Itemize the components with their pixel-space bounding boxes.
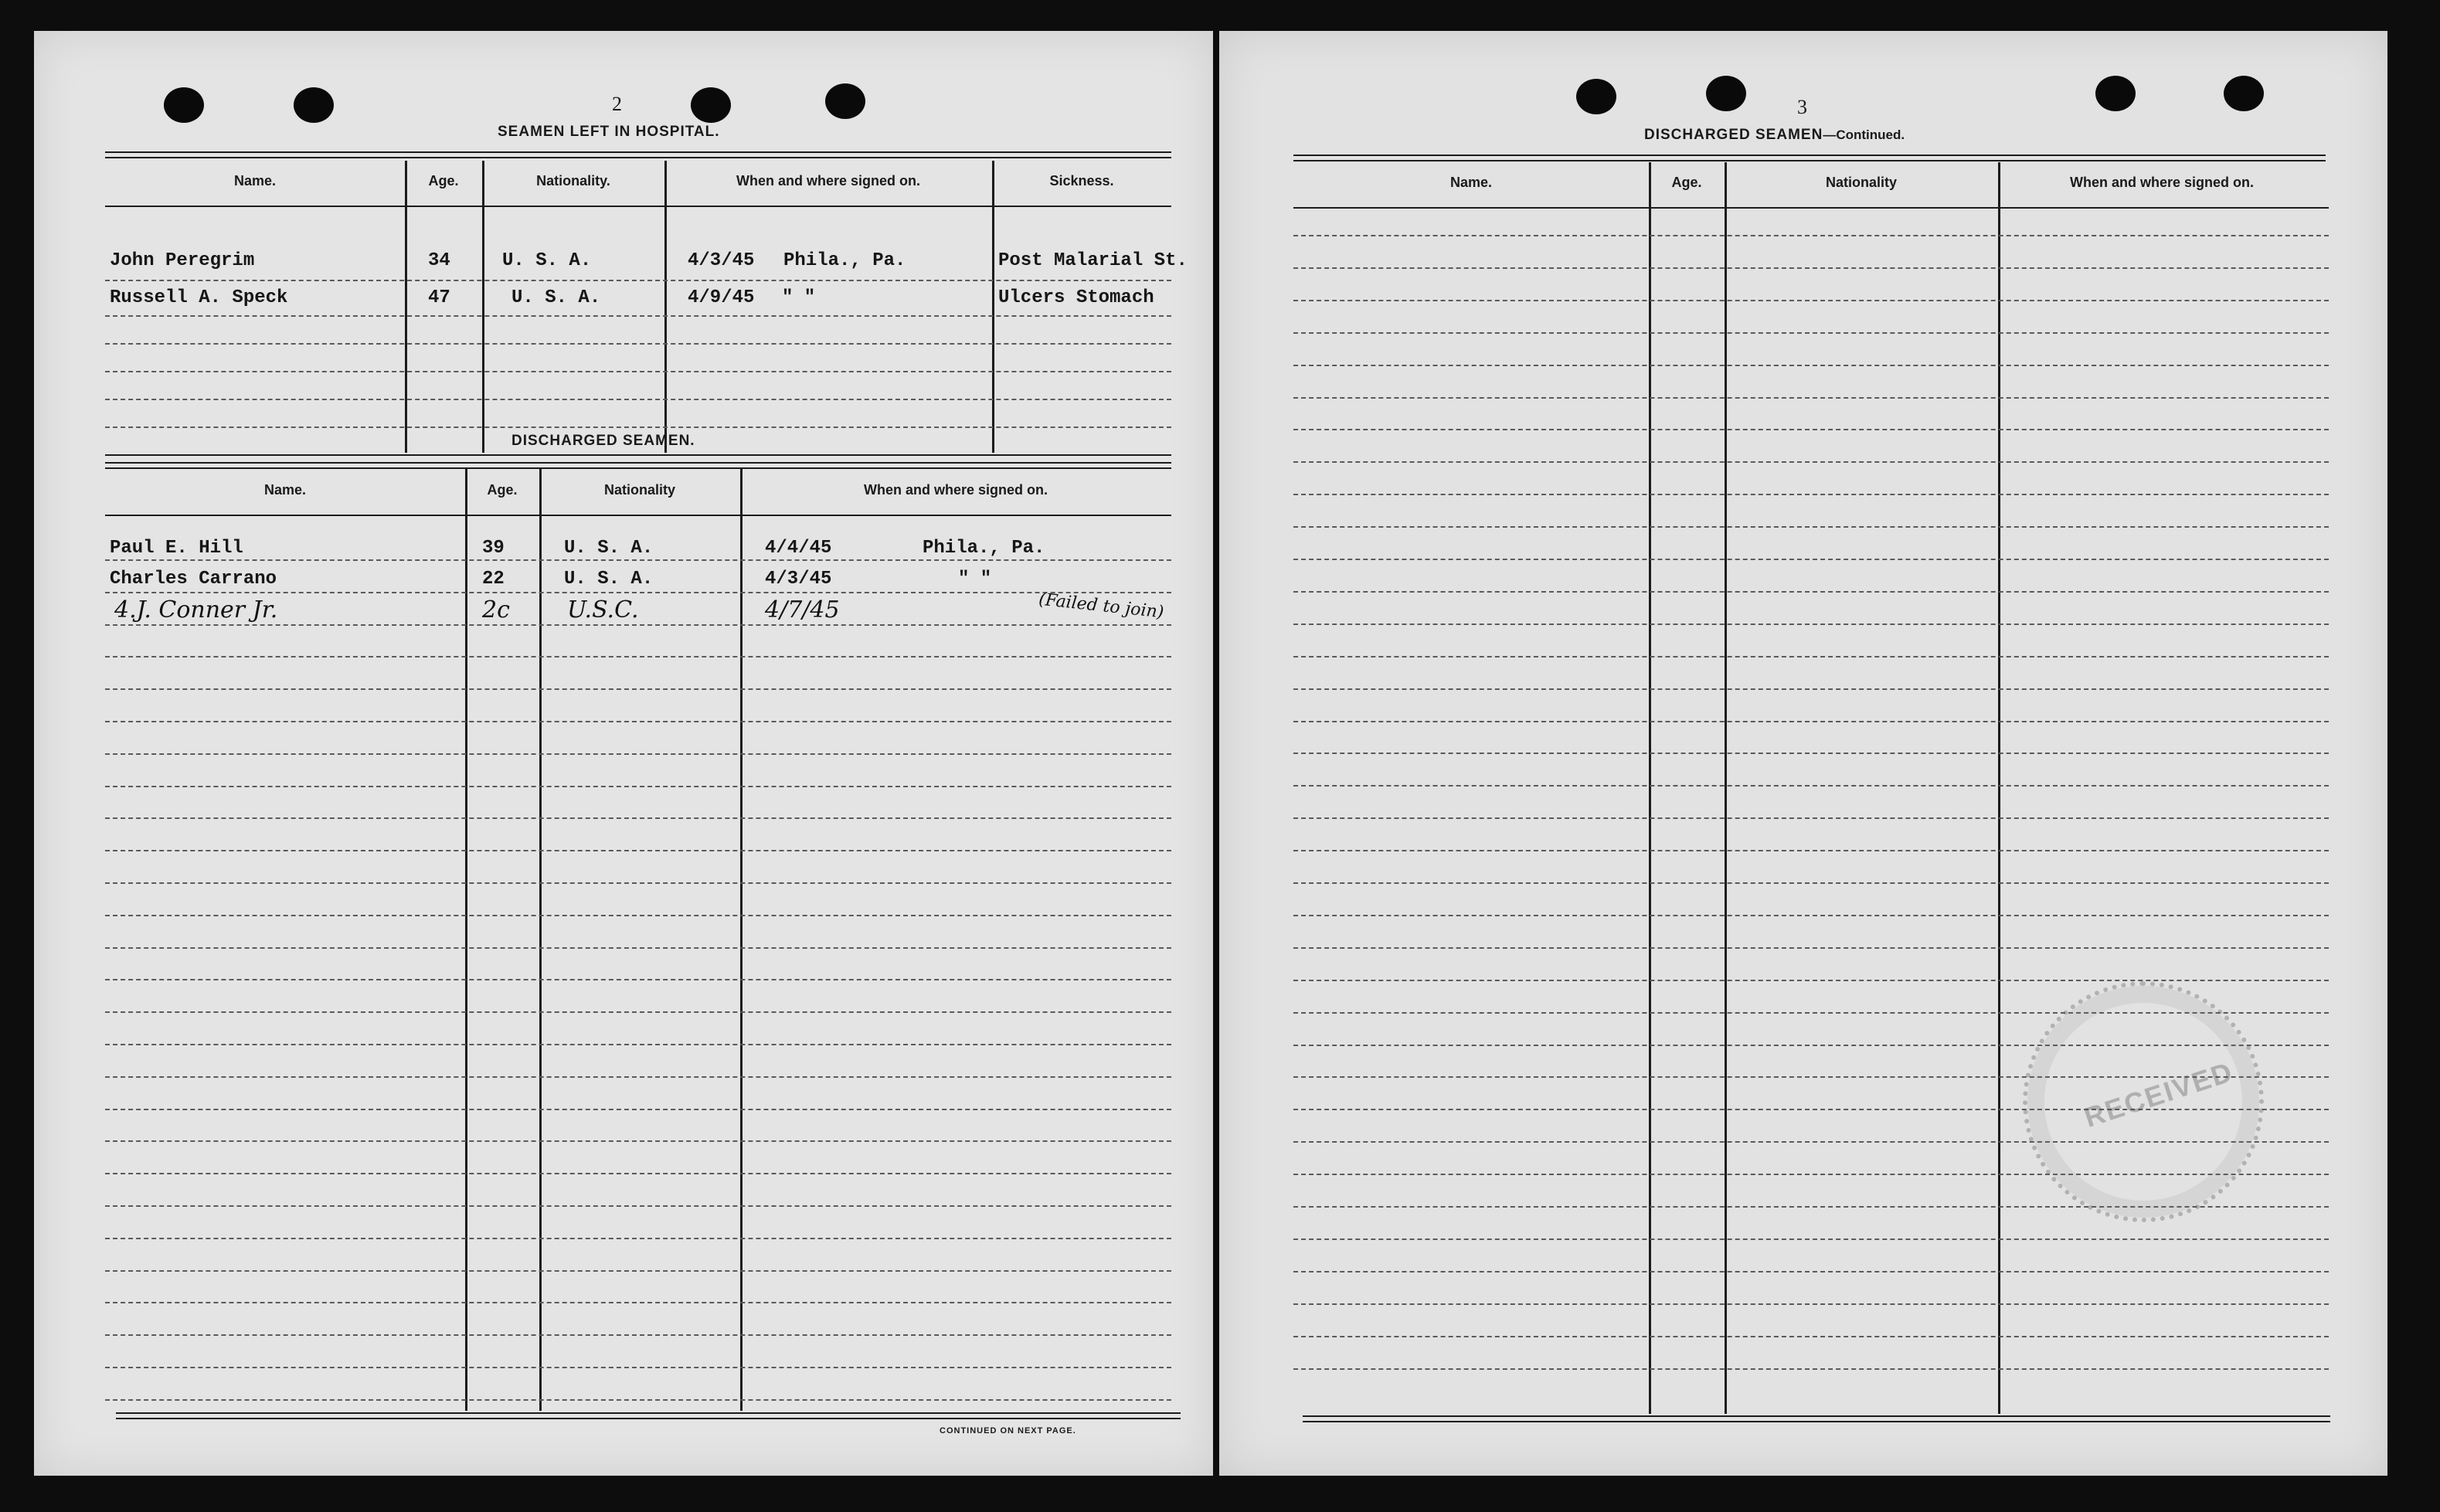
title-main: DISCHARGED SEAMEN [1644,127,1823,143]
row-rule [1293,1368,2329,1370]
row-rule [105,1044,1171,1045]
table-rule [105,462,1171,464]
signed-on-place: " " [782,287,816,308]
signed-on-date: 4/3/45 [765,569,832,590]
handwritten-note: (Failed to join) [1038,590,1165,623]
seaman-age: 22 [482,569,505,590]
row-rule [1293,235,2329,236]
row-rule [105,850,1171,851]
row-rule [105,1270,1171,1272]
seaman-name: Charles Carrano [110,569,277,590]
row-rule [1293,591,2329,593]
row-rule [105,280,1171,281]
punch-hole [2095,76,2136,111]
page-number: 2 [612,93,622,115]
row-rule [1293,1271,2329,1272]
stamp-text: RECEIVED [2080,1055,2238,1133]
column-divider [405,161,407,453]
row-rule [105,979,1171,980]
table-rule [1293,207,2329,209]
seaman-nationality: U. S. A. [511,287,601,308]
discharged-continued-title [1644,127,1905,144]
row-rule [1293,1303,2329,1305]
row-rule [1293,267,2329,269]
row-rule [1293,850,2329,851]
row-rule [1293,656,2329,657]
punch-hole [825,83,865,119]
row-rule [1293,980,2329,981]
col-header-name: Name. [263,482,307,498]
table-rule [105,454,1171,456]
row-rule [1293,721,2329,722]
row-rule [1293,300,2329,301]
handwritten-nationality: U.S.C. [567,596,639,623]
signed-on-date: 4/4/45 [765,538,832,559]
col-header-age: Age. [1671,175,1702,190]
signed-on-place: " " [958,569,992,590]
table-rule [1303,1415,2330,1417]
punch-hole [2224,76,2264,111]
row-rule [105,624,1171,626]
continued-note: CONTINUED ON NEXT PAGE. [940,1426,1076,1436]
col-header-name: Name. [233,173,277,189]
sickness: Ulcers Stomach [998,287,1154,308]
row-rule [105,817,1171,819]
table-rule [105,151,1171,153]
column-divider [664,161,667,453]
row-rule [105,1011,1171,1013]
row-rule [105,592,1171,593]
column-divider [482,161,484,453]
seaman-nationality: U. S. A. [502,250,592,271]
row-rule [105,721,1171,722]
row-rule [105,1205,1171,1207]
row-rule [1293,332,2329,334]
seaman-age: 39 [482,538,505,559]
row-rule [105,786,1171,787]
row-rule [105,371,1171,372]
row-rule [105,559,1171,561]
row-rule [105,315,1171,317]
row-rule [1293,623,2329,625]
punch-hole [294,87,334,123]
col-header-age: Age. [428,173,459,189]
table-rule [105,206,1171,207]
row-rule [1293,1336,2329,1337]
row-rule [1293,1238,2329,1240]
punch-hole [691,87,731,123]
row-rule [1293,461,2329,463]
row-rule [105,947,1171,949]
row-rule [105,426,1171,428]
seaman-age: 47 [428,287,450,308]
row-rule [105,399,1171,400]
sickness: Post Malarial St. [998,250,1188,271]
discharged-section-title: DISCHARGED SEAMEN. [511,433,695,449]
signed-on-date: 4/9/45 [688,287,755,308]
row-rule [105,343,1171,345]
row-rule [105,1334,1171,1336]
row-rule [1293,947,2329,949]
row-rule [105,1399,1171,1401]
right-page [1219,31,2387,1476]
row-rule [1293,785,2329,787]
row-rule [105,1173,1171,1174]
seaman-age: 34 [428,250,450,271]
col-header-name: Name. [1449,175,1493,190]
table-rule [1293,155,2326,156]
signed-on-date: 4/3/45 [688,250,755,271]
row-rule [1293,494,2329,495]
page-number: 3 [1797,96,1807,118]
punch-hole [1706,76,1746,111]
col-header-nationality: Nationality [1825,175,1897,190]
table-rule [105,515,1171,516]
column-divider [992,161,994,453]
col-header-signed-on: When and where signed on. [736,173,921,189]
col-header-signed-on: When and where signed on. [2069,175,2255,190]
seaman-name: John Peregrim [110,250,255,271]
row-rule [105,882,1171,884]
handwritten-name: 4.J. Conner Jr. [114,596,278,623]
seaman-name: Paul E. Hill [110,538,243,559]
row-rule [1293,559,2329,560]
row-rule [105,1302,1171,1303]
signed-on-place: Phila., Pa. [783,250,906,271]
col-header-signed-on: When and where signed on. [863,482,1048,498]
handwritten-age: 2c [482,596,510,623]
seaman-nationality: U. S. A. [564,569,654,590]
column-divider [1725,162,1727,1414]
received-stamp [2023,981,2264,1222]
col-header-sickness: Sickness. [1049,173,1114,189]
row-rule [105,1076,1171,1078]
signed-on-place: Phila., Pa. [923,538,1045,559]
row-rule [1293,397,2329,399]
title-suffix: —Continued. [1823,127,1905,142]
left-page [34,31,1213,1476]
punch-hole [1576,79,1616,114]
row-rule [1293,753,2329,754]
row-rule [1293,365,2329,366]
col-header-age: Age. [487,482,518,498]
column-divider [1649,162,1651,1414]
row-rule [1293,915,2329,916]
row-rule [105,753,1171,755]
punch-hole [164,87,204,123]
seaman-nationality: U. S. A. [564,538,654,559]
hospital-section-title: SEAMEN LEFT IN HOSPITAL. [498,124,720,140]
row-rule [105,1109,1171,1110]
row-rule [1293,688,2329,690]
row-rule [105,1140,1171,1142]
row-rule [1293,882,2329,884]
row-rule [105,915,1171,916]
row-rule [105,1238,1171,1239]
table-rule [116,1412,1181,1414]
column-divider [1998,162,2000,1414]
row-rule [105,688,1171,690]
row-rule [1293,817,2329,819]
row-rule [105,1367,1171,1368]
row-rule [1293,526,2329,528]
row-rule [1293,429,2329,430]
row-rule [105,656,1171,657]
col-header-nationality: Nationality [603,482,675,498]
col-header-nationality: Nationality. [536,173,610,189]
seaman-name: Russell A. Speck [110,287,288,308]
handwritten-date: 4/7/45 [765,596,840,623]
